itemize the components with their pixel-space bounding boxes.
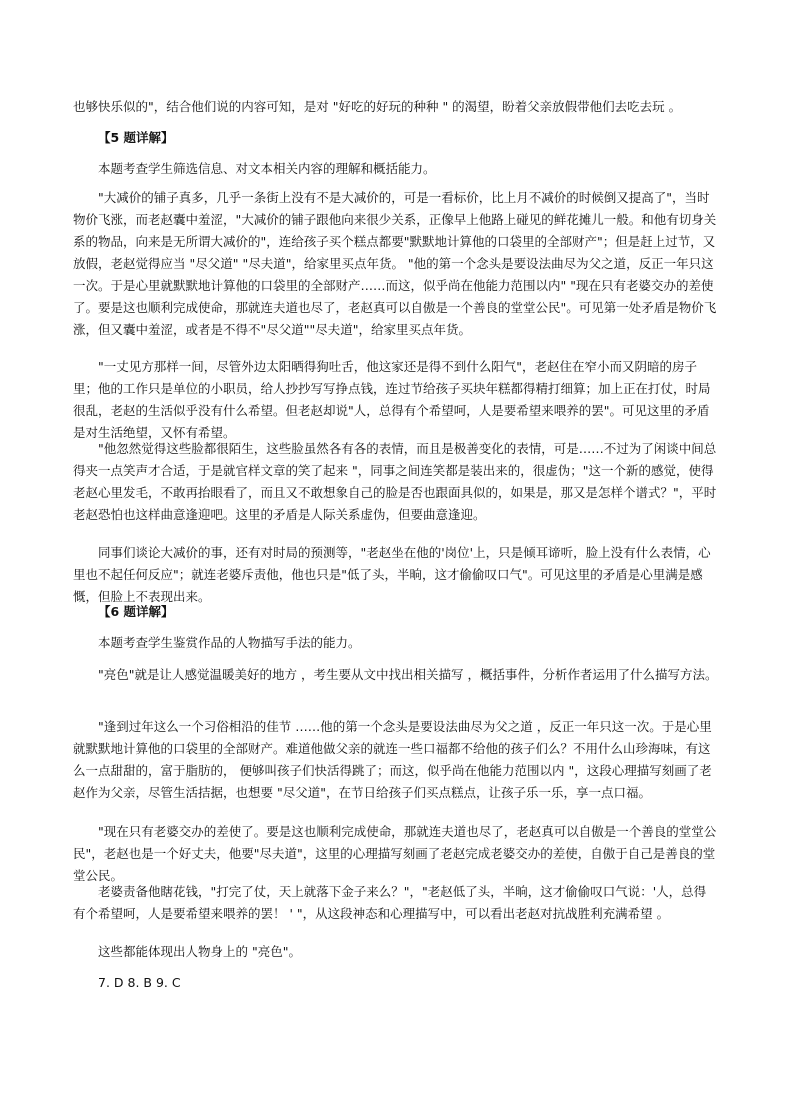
- paragraph: 老婆责备他瞎花钱，"打完了仗，天上就落下金子来么？"，"老赵低了头，半晌，这才偷偷叹口气说：'人，总得有个希望呵，人是要希望来喂养的罢！ ' "，从这段神态和心理描写中，可以看出老赵对抗战胜利充满希望 。: [73, 884, 707, 921]
- paragraph: "他忽然觉得这些脸都很陌生，这些脸虽然各有各的表情，而且是极善变化的表情，可是……不过为了闲谈中间总得夹一点笑声才合适，于是就官样文章的笑了起来 "，同事之间连笑都是装出来的，很虚伪；"这一个新的感觉，使得老赵心里发毛，不敢再抬眼看了，而且又不敢想象自己的脸是否也跟面具似的，如果是，那又是怎样个谱式？"，平时老赵恐怕也这样曲意逢迎吧。这里的矛盾是人际关系虚伪，但要曲意逢迎。: [73, 441, 717, 522]
- paragraph: 本题考查学生鉴赏作品的人物描写手法的能力。: [98, 635, 361, 650]
- paragraph: "一丈见方那样一间，尽管外边太阳晒得狗吐舌，他这家还是得不到什么阳气"，老赵住在窄小而又阴暗的房子里；他的工作只是单位的小职员，给人抄抄写写挣点钱，连过节给孩子买块年糕都得精打细算；加上正在打仗，时局很乱，老赵的生活似乎没有什么希望。但老赵却说"人，总得有个希望呵，人是要希望来喂养的罢"。可见这里的矛盾是对生活绝望，又怀有希望。: [73, 359, 711, 440]
- paragraph: 同事们谈论大减价的事，还有对时局的预测等，"老赵坐在他的'岗位'上，只是倾耳谛听，脸上没有什么表情，心里也不起任何反应"；就连老婆斥责他，他也只是"低了头，半晌，这才偷偷叹口气"。可见这里的矛盾是心里满是感慨，但脸上不表现出来。: [73, 545, 711, 604]
- section-heading: 【6 题详解】: [98, 604, 174, 619]
- paragraph: 也够快乐似的"，结合他们说的内容可知，是对 "好吃的好玩的种种 " 的渴望，盼着父亲放假带他们去吃去玩 。: [73, 99, 682, 114]
- section-heading: 【5 题详解】: [98, 130, 174, 145]
- paragraph: "逢到过年这么一个习俗相沿的佳节 ……他的第一个念头是要设法曲尽为父之道 ，反正一年只这一次。于是心里就默默地计算他的口袋里的全部财产。难道他做父亲的就连一些口福都不给他的孩子们么？不用什么山珍海味，有这么一点甜甜的，富于脂肪的， 便够叫孩子们快活得跳了；而这，似乎尚在他能力范围以内 "，这段心理描写刻画了老赵作为父亲，尽管生活拮据，也想要 "尽父道"，在节日给孩子们买点糕点，让孩子乐一乐，享一点口福。: [73, 719, 712, 800]
- paragraph: 这些都能体现出人物身上的 "亮色"。: [98, 944, 301, 959]
- paragraph: 本题考查学生筛选信息、对文本相关内容的理解和概括能力。: [98, 161, 436, 176]
- paragraph: "亮色"就是让人感觉温暖美好的地方 ，考生要从文中找出相关描写 ，概括事件，分析作者运用了什么描写方法。: [98, 667, 718, 682]
- paragraph: "现在只有老婆交办的差使了。要是这也顺利完成使命，那就连夫道也尽了，老赵真可以自傲是一个善良的堂堂公民"，老赵也是一个好丈夫，他要"尽夫道"，这里的心理描写刻画了老赵完成老婆交办的差使，自傲于自己是善良的堂堂公民。: [73, 824, 717, 883]
- paragraph: 7. D 8. B 9. C: [98, 975, 181, 990]
- paragraph: "大减价的铺子真多，几乎一条街上没有不是大减价的，可是一看标价，比上月不减价的时候倒又提高了"，当时物价飞涨，而老赵囊中羞涩，"大减价的铺子跟他向来很少关系，正像早上他路上碰见的鲜花摊儿一般。和他有切身关系的物品，向来是无所谓大减价的"，连给孩子买个糕点都要"默默地计算他的口袋里的全部财产"；但是赶上过节，又放假，老赵觉得应当 "尽父道" "尽夫道"，给家里买点年货。 "他的第一个念头是要设法曲尽为父之道，反正一年只这一次。于是心里就默默地计算他的口袋里的全部财产……而这，似乎尚在他能力范围以内" "现在只有老婆交办的差使了。要是这也顺利完成使命，那就连夫道也尽了，老赵真可以自傲是一个善良的堂堂公民"。可见第一处矛盾是物价飞涨，但又囊中羞涩，或者是不得不"尽父道""尽夫道"，给家里买点年货。: [73, 190, 717, 337]
